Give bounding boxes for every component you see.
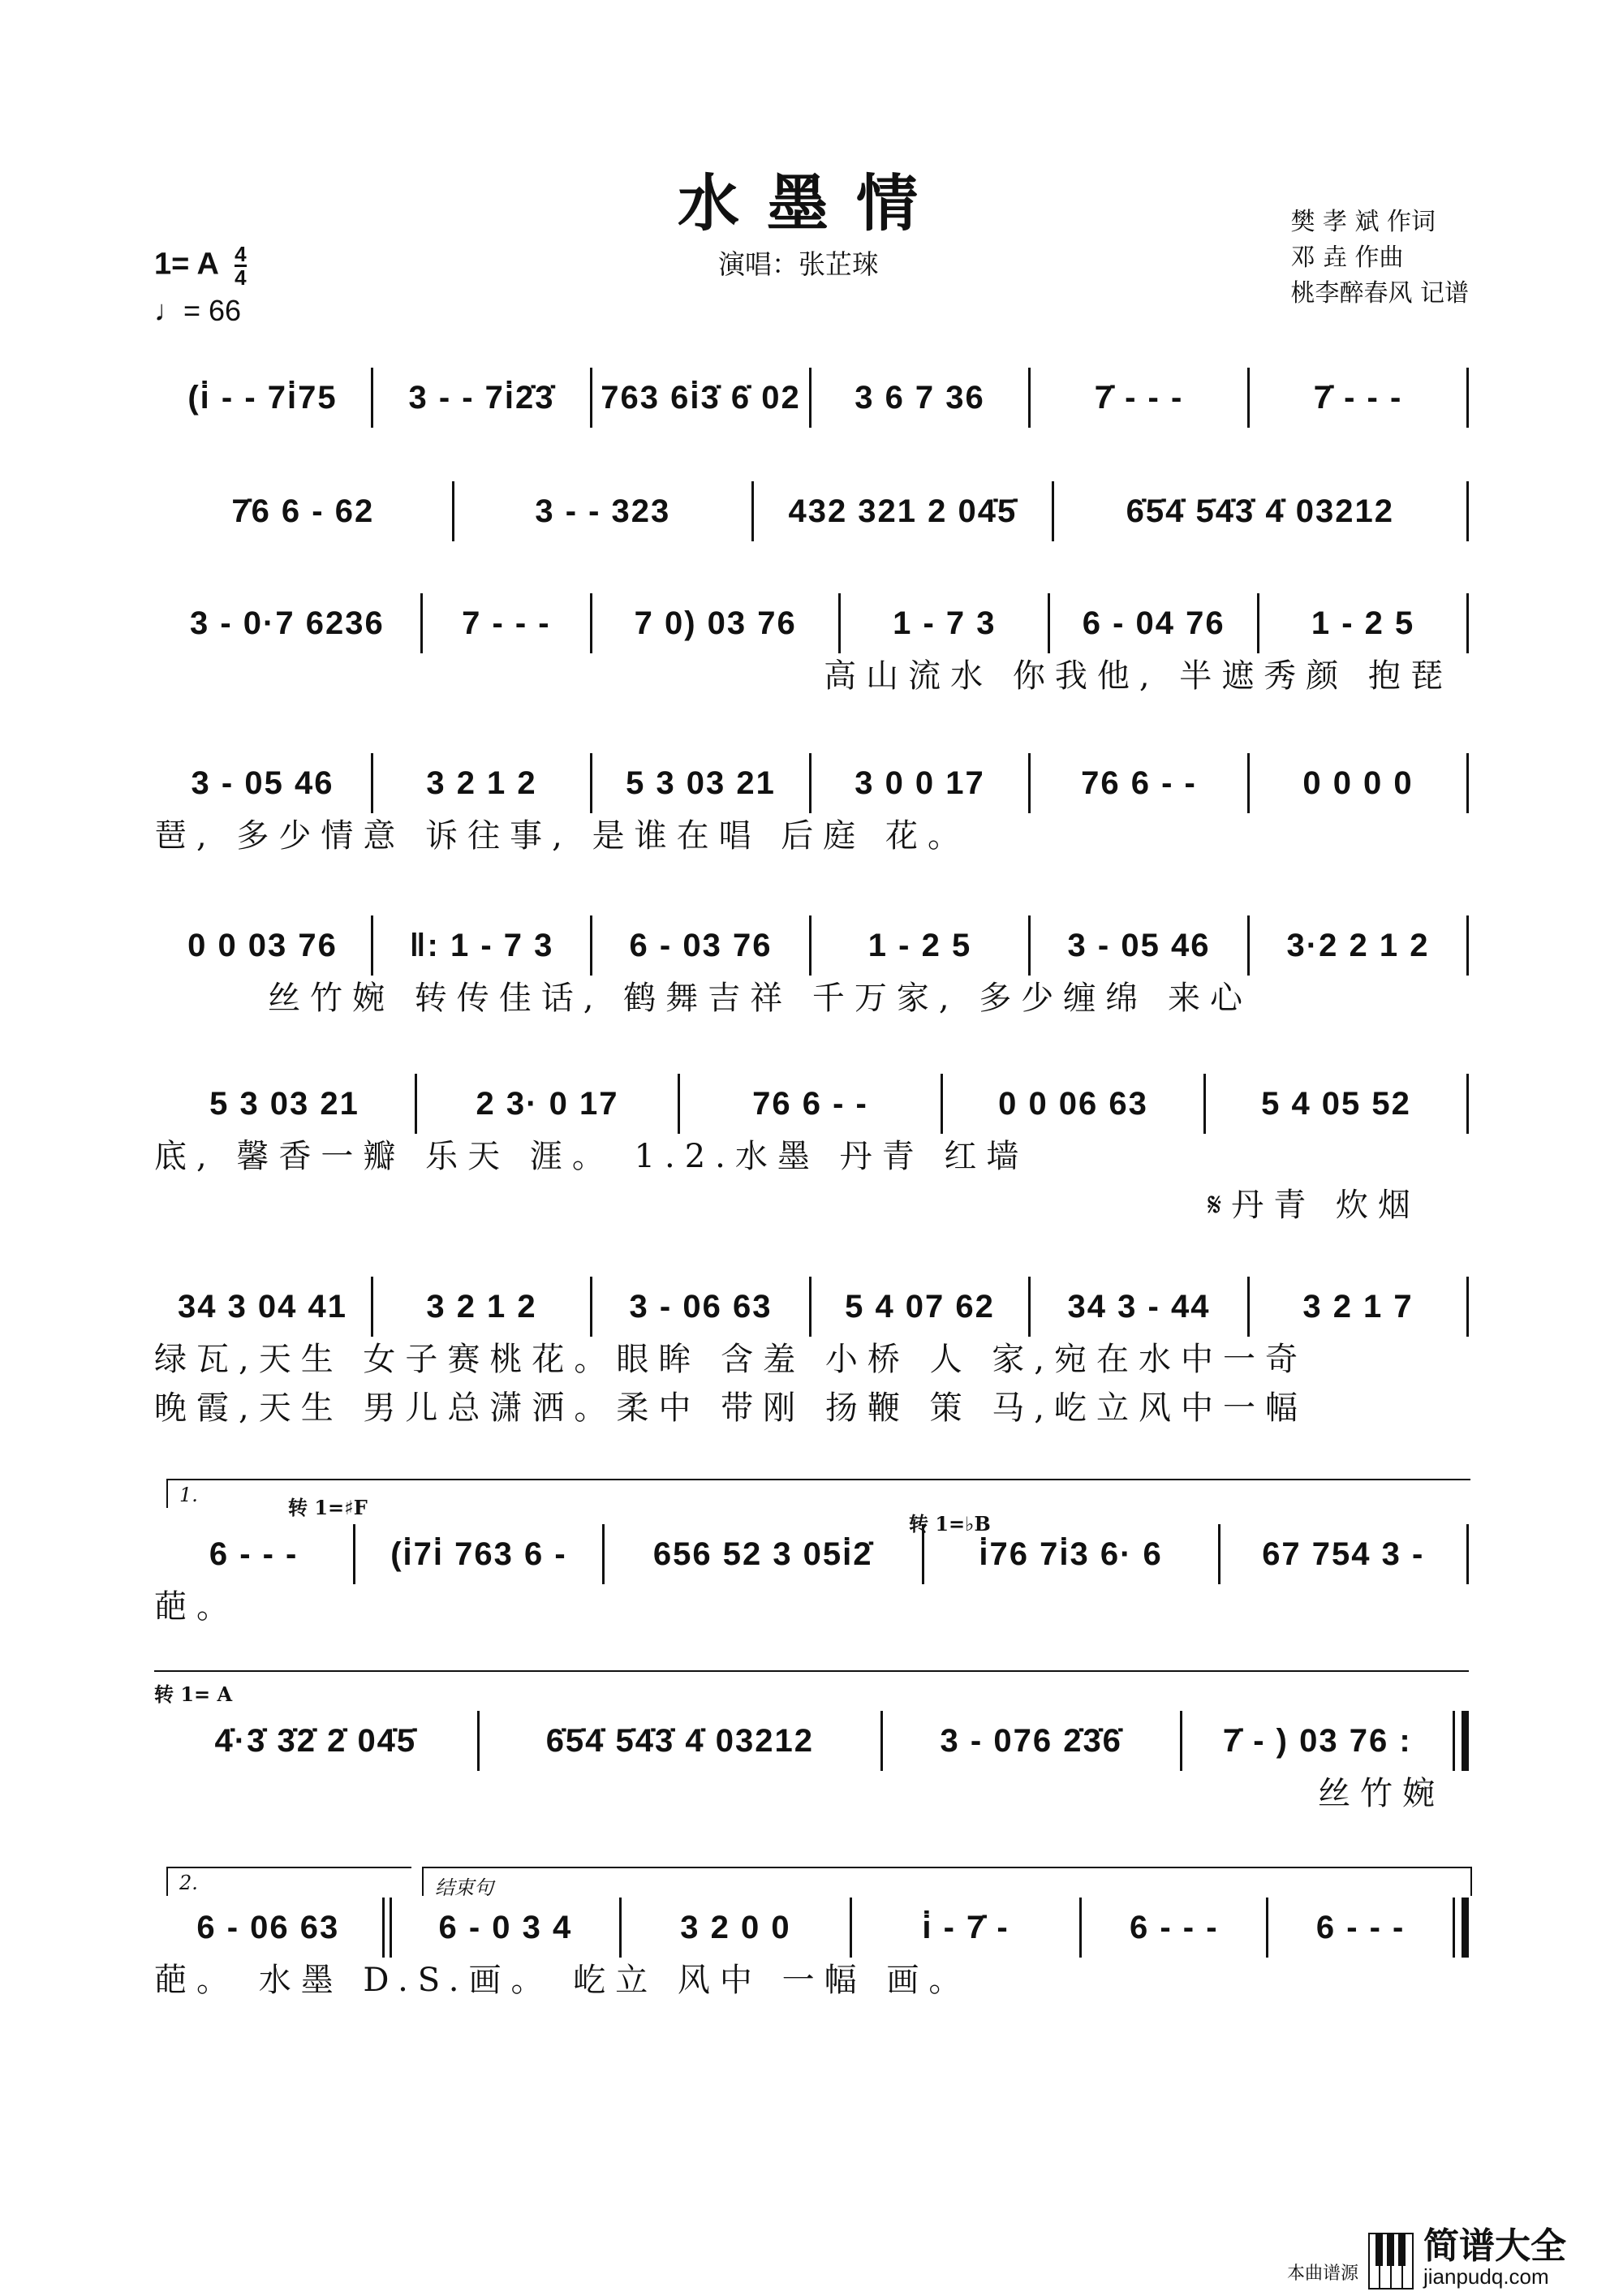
bar: 6 - 0 3 4 — [438, 1909, 573, 1945]
lyrics-line-2: 晚霞,天生 男儿总潇洒。柔中 带刚 扬鞭 策 马,屹立风中一幅 — [154, 1389, 1308, 1427]
key-text: 1= A — [154, 247, 218, 282]
barline — [1466, 481, 1469, 541]
bar: 2 3· 0 17 — [476, 1085, 619, 1122]
volta-1-label: 1. — [179, 1484, 198, 1506]
system-7 — [154, 1278, 1469, 1432]
brand-block — [1423, 2225, 1566, 2290]
volta-2-bracket — [166, 1867, 411, 1896]
time-signature — [235, 243, 246, 288]
bar: 656 52 3 05i̇2̇ — [652, 1536, 873, 1572]
bar: 5 3 03 21 — [209, 1085, 359, 1122]
bar: 6̇5̇4̇ 5̇4̇3̇ 4̇ 03212 — [545, 1722, 814, 1759]
bar: 0 0 0 0 — [1302, 765, 1414, 801]
lyrics-line: 底, 馨香一瓣 乐天 涯。 1.2.水墨 丹青 红墙 — [154, 1138, 1029, 1175]
time-top: 4 — [235, 242, 247, 266]
bar: 6 - - - — [1129, 1909, 1219, 1945]
site-url[interactable]: jianpudq.com — [1423, 2264, 1549, 2289]
transcriber-credit: 桃李醉春风 记谱 — [1290, 279, 1469, 308]
notes-line — [154, 369, 1469, 426]
system-10 — [154, 1899, 1469, 2005]
coda-label: 结束句 — [435, 1876, 493, 1899]
bar: 1 - 2 5 — [1311, 605, 1415, 641]
bar: 3 2 0 0 — [680, 1909, 791, 1945]
system-6 — [154, 1075, 1469, 1230]
bar: 7̇6 6 - 62 — [231, 493, 375, 529]
bar: 6 - - - — [209, 1536, 299, 1572]
system-8 — [154, 1526, 1469, 1631]
brand-name: 简谱大全 — [1423, 2225, 1566, 2267]
notes-line — [154, 595, 1469, 652]
bar: 763 6i̇3̇ 6̇ 02 — [601, 379, 801, 416]
lyrics-line-2: 𝄋丹青 炊烟 — [1208, 1187, 1420, 1224]
footer-watermark — [1286, 2225, 1566, 2290]
bar: 3 - 05 46 — [191, 765, 334, 801]
barline — [1466, 753, 1469, 813]
system-5 — [154, 917, 1469, 1023]
composer-credit: 邓 垚 作曲 — [1290, 243, 1404, 272]
bar: 6̇5̇4̇ 5̇4̇3̇ 4̇ 03212 — [1126, 493, 1394, 529]
bar: 3·2 2 1 2 — [1286, 927, 1430, 963]
bar: i̇76 7i̇3 6· 6 — [979, 1536, 1163, 1572]
repeat-barline — [1453, 1711, 1469, 1771]
tempo-marking: ♩= 66 — [154, 294, 242, 327]
bar: 76 6 - - — [752, 1085, 868, 1122]
bar: 3 2 1 2 — [426, 765, 537, 801]
modulation-a: 转 1= A — [154, 1682, 233, 1706]
barline — [1466, 1277, 1469, 1337]
bar: 3 - 05 46 — [1067, 927, 1211, 963]
bar: 6 - 06 63 — [196, 1909, 340, 1945]
bar: 5 4 07 62 — [845, 1288, 995, 1325]
bar: 7̇ - - - — [1094, 379, 1184, 416]
time-bottom: 4 — [235, 265, 247, 290]
lyrics-line: 葩。 水墨 D.S.画。 屹立 风中 一幅 画。 — [154, 1962, 971, 1999]
bar: 67 754 3 - — [1262, 1536, 1425, 1572]
section-line — [154, 1670, 1469, 1672]
bar: 3 - - 7i̇2̇3̇ — [408, 379, 555, 416]
system-2 — [154, 483, 1469, 540]
notes-line — [154, 1899, 1469, 1956]
system-9 — [154, 1712, 1469, 1818]
bar: 7̇ - - - — [1313, 379, 1403, 416]
barline — [1466, 915, 1469, 976]
song-title: 水墨情 — [678, 167, 945, 239]
bar: 3 2 1 7 — [1302, 1288, 1414, 1325]
modulation-f-sharp: 转 1=♯F — [288, 1496, 368, 1519]
bar: 1 - 7 3 — [893, 605, 997, 641]
notes-line — [154, 1526, 1469, 1583]
notes-line — [154, 1712, 1469, 1769]
bar: (i̇ - - 7i̇75 — [187, 379, 338, 416]
system-3 — [154, 595, 1469, 700]
lyrics-line: 高山流水 你我他, 半遮秀颜 抱琵 — [824, 657, 1453, 695]
key-signature — [154, 243, 247, 288]
bar: 3 6 7 36 — [855, 379, 985, 416]
notes-line — [154, 1075, 1469, 1132]
double-barline — [382, 1898, 392, 1958]
lyrics-line: 葩。 — [154, 1588, 239, 1626]
bar: 3 0 0 17 — [855, 765, 985, 801]
notes-line — [154, 917, 1469, 974]
lyrics-line: 丝竹婉 转传佳话, 鹤舞吉祥 千万家, 多少缠绵 来心 — [268, 980, 1253, 1017]
bar: 0 0 06 63 — [998, 1085, 1148, 1122]
bar: 3 - 0·7 6236 — [190, 605, 385, 641]
piano-keys-icon — [1368, 2233, 1414, 2290]
coda-bracket — [422, 1867, 1472, 1899]
system-4 — [154, 755, 1469, 860]
credits — [1290, 205, 1469, 312]
bar: 0 0 03 76 — [187, 927, 338, 963]
bar: 1 - 2 5 — [867, 927, 972, 963]
barline — [1466, 593, 1469, 653]
bar: i̇ - 7̇ - — [922, 1909, 1010, 1945]
bar: 34 3 - 44 — [1067, 1288, 1211, 1325]
notes-line — [154, 483, 1469, 540]
system-1 — [154, 369, 1469, 426]
bar: 7 - - - — [462, 605, 551, 641]
bar: 3 - 06 63 — [629, 1288, 773, 1325]
final-barline — [1453, 1898, 1469, 1958]
bar: 3 2 1 2 — [426, 1288, 537, 1325]
bar: 4̇·3̇ 3̇2̇ 2̇ 04̇5̇ — [214, 1722, 417, 1759]
bar: 5 3 03 21 — [626, 765, 776, 801]
lyrics-line: 绿瓦,天生 女子赛桃花。眼眸 含羞 小桥 人 家,宛在水中一奇 — [154, 1341, 1308, 1378]
bar: 76 6 - - — [1081, 765, 1197, 801]
lyrics-line: 丝竹婉 — [1318, 1775, 1444, 1812]
singer: 演唱：张芷琜 — [718, 248, 879, 280]
bar: 3 - 076 2̇3̇6̇ — [940, 1722, 1122, 1759]
notes-line — [154, 1278, 1469, 1335]
source-note: 本曲谱源 — [1286, 2264, 1358, 2284]
bar: (i̇7i̇ 763 6 - — [390, 1536, 567, 1572]
bar: 34 3 04 41 — [177, 1288, 348, 1325]
modulation-b-flat: 转 1=♭B — [909, 1512, 991, 1536]
bar: 432 321 2 04̇5̇ — [788, 493, 1018, 529]
bar: 5 4 05 52 — [1261, 1085, 1411, 1122]
barline — [1466, 1524, 1469, 1584]
bar: 6 - 03 76 — [629, 927, 773, 963]
volta-2-label: 2. — [179, 1872, 198, 1894]
bar: 6 - - - — [1315, 1909, 1406, 1945]
notes-line — [154, 755, 1469, 812]
barline — [1466, 368, 1469, 428]
barline — [1466, 1074, 1469, 1134]
lyricist-credit: 樊 孝 斌 作词 — [1290, 208, 1436, 236]
bar: 3 - - 323 — [535, 493, 671, 529]
bar: ‖: 1 - 7 3 — [409, 927, 554, 963]
lyrics-line: 琶, 多少情意 诉往事, 是谁在唱 后庭 花。 — [154, 817, 971, 855]
bar: 7 0) 03 76 — [634, 605, 797, 641]
bar: 7̇ - ) 03 76 : — [1222, 1722, 1412, 1759]
bar: 6 - 04 76 — [1082, 605, 1225, 641]
